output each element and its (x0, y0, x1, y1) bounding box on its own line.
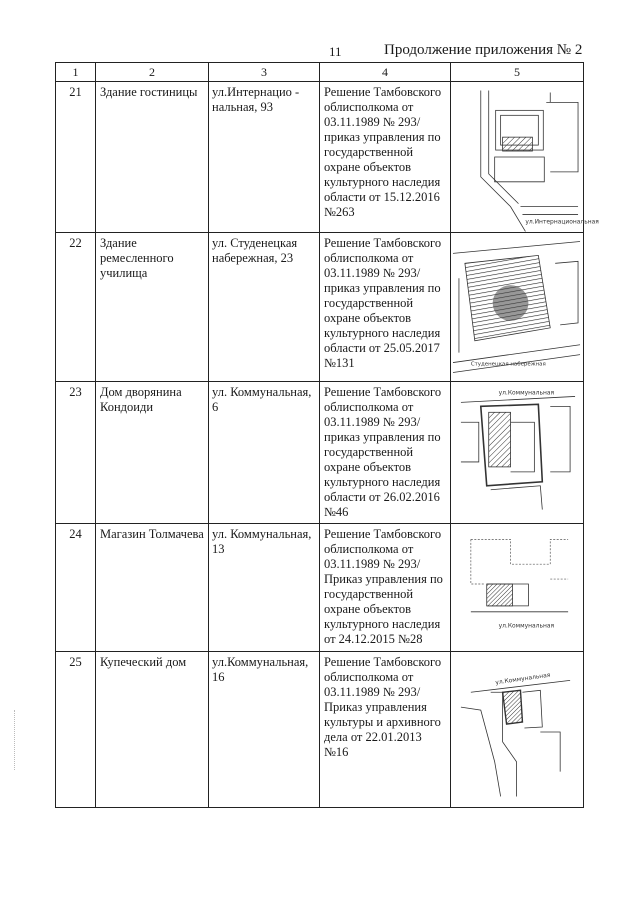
site-plan-image (451, 524, 584, 652)
map-street-label: Студенецкая набережная (470, 361, 546, 368)
scan-artifact (14, 710, 16, 770)
object-address: ул.Коммунальная, 16 (209, 652, 320, 808)
column-header: 2 (96, 63, 209, 82)
row-number: 24 (56, 524, 96, 652)
map-street-label: ул.Коммунальная (494, 671, 551, 687)
table-row (56, 233, 584, 382)
object-address: ул. Коммунальная, 6 (209, 382, 320, 524)
object-name: Магазин Толмачева (96, 524, 209, 652)
site-plan-image (451, 382, 584, 524)
table-row (56, 652, 584, 808)
column-header: 5 (451, 63, 584, 82)
map-street-label: ул.Коммунальная (498, 389, 555, 397)
object-address: ул.Интернацио - нальная, 93 (209, 82, 320, 233)
object-name: Здание ремесленного училища (96, 233, 209, 382)
object-name: Купеческий дом (96, 652, 209, 808)
page-number: 11 (329, 44, 342, 59)
object-address: ул. Студенецкая набережная, 23 (209, 233, 320, 382)
site-plan-image (451, 233, 584, 382)
column-header: 1 (56, 63, 96, 82)
row-number: 22 (56, 233, 96, 382)
table-row (56, 382, 584, 524)
map-street-label: ул.Интернациональная (525, 218, 599, 226)
row-number: 23 (56, 382, 96, 524)
site-plan-image (451, 652, 584, 808)
heritage-table (55, 62, 599, 808)
column-header: 4 (320, 63, 451, 82)
legal-document: Решение Тамбовского облисполкома от 03.11.1989 № 293/ приказ управления по государственной охране объектов культурного наследия области от 15.12.2016 №263 (320, 82, 451, 233)
row-number: 21 (56, 82, 96, 233)
object-name: Дом дворянина Кондоиди (96, 382, 209, 524)
map-street-label: ул.Коммунальная (498, 622, 555, 630)
table-header-row (56, 63, 584, 82)
object-name: Здание гостиницы (96, 82, 209, 233)
column-header: 3 (209, 63, 320, 82)
site-plan-image (451, 82, 599, 233)
table-row (56, 524, 584, 652)
legal-document: Решение Тамбовского облисполкома от 03.11.1989 № 293/ Приказ управления по государственной охране объектов культурного наследия от 24.12.2015 №28 (320, 524, 451, 652)
legal-document: Решение Тамбовского облисполкома от 03.11.1989 № 293/ приказ управления по государственной охране объектов культурного наследия области от 25.05.2017 №131 (320, 233, 451, 382)
row-number: 25 (56, 652, 96, 808)
page-title: Продолжение приложения № 2 (384, 42, 583, 58)
object-address: ул. Коммунальная, 13 (209, 524, 320, 652)
legal-document: Решение Тамбовского облисполкома от 03.11.1989 № 293/ приказ управления по государственной охране объектов культурного наследия области от 26.02.2016 №46 (320, 382, 451, 524)
legal-document: Решение Тамбовского облисполкома от 03.11.1989 № 293/Приказ управления культуры и архивного дела от 22.01.2013 №16 (320, 652, 451, 808)
table-row (56, 82, 584, 233)
